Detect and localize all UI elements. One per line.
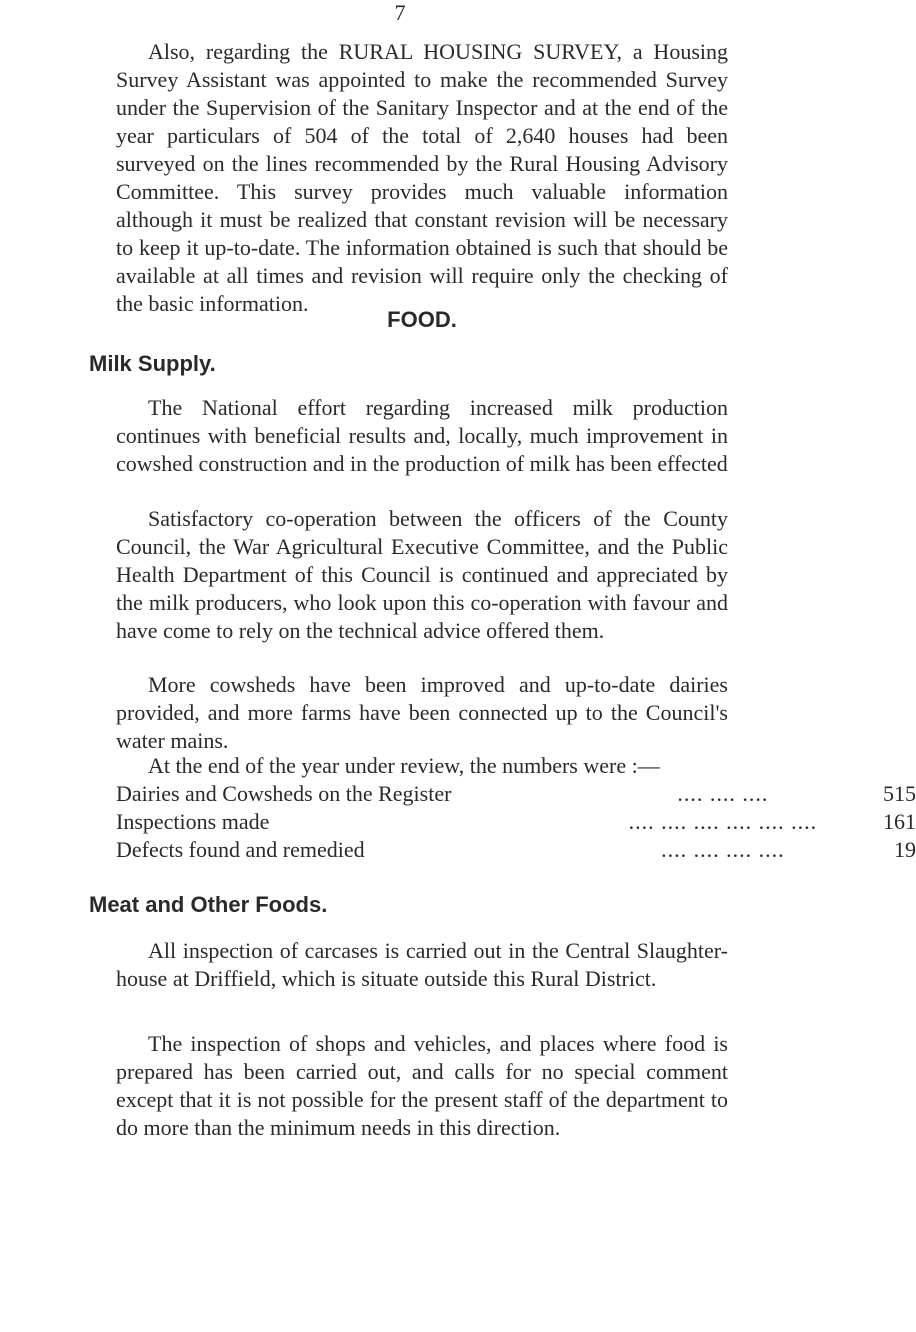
- page-number: 7: [394, 0, 406, 25]
- stats-leader-dots: .... .... .... ....: [661, 837, 785, 862]
- food-premises-paragraph: The inspection of shops and vehicles, and places where food is prepared has been carried out, and calls for no special comment except that it is not possible for the present staff of the department to do more than the minimum needs in this direction.: [116, 1031, 728, 1140]
- stats-row: [116, 808, 916, 836]
- stats-label: Defects found and remedied: [116, 837, 365, 862]
- meat-inspection-paragraph: All inspection of carcases is carried out in the Central Slaughter-house at Driffield, which is situate outside this Rural District.: [116, 938, 728, 991]
- stats-row: [116, 780, 916, 808]
- stats-value: 161: [883, 809, 916, 834]
- milk-numbers-intro: At the end of the year under review, the numbers were :—: [148, 753, 660, 778]
- milk-statistics-table: [116, 780, 916, 864]
- stats-label: Dairies and Cowsheds on the Register: [116, 781, 452, 806]
- stats-leader-dots: .... .... ....: [677, 781, 769, 806]
- milk-cooperation-paragraph: Satisfactory co-operation between the officers of the County Council, the War Agricultural Executive Committee, and the Public Health Department of this Council is continued and appreciated by the milk producers, who look upon this co-operation with favour and have come to rely on the technical advice offered them.: [116, 506, 728, 643]
- milk-national-effort-paragraph: The National effort regarding increased milk production continues with beneficial results and, locally, much improvement in cowshed construction and in the production of milk has been effected: [116, 395, 728, 476]
- stats-leader-dots: .... .... .... .... .... ....: [628, 809, 818, 834]
- stats-value: 515: [883, 781, 916, 806]
- stats-label: Inspections made: [116, 809, 270, 834]
- milk-supply-heading: Milk Supply.: [89, 351, 216, 376]
- stats-row: [116, 836, 916, 864]
- meat-other-foods-heading: Meat and Other Foods.: [89, 892, 328, 917]
- housing-survey-paragraph: Also, regarding the RURAL HOUSING SURVEY, a Housing Survey Assistant was appointed to make the recommended Survey under the Supervision of the Sanitary Inspector and at the end of the year particulars of 504 of the total of 2,640 houses had been surveyed on the lines recommended by the Rural Housing Advisory Committee. This survey provides much valuable information although it must be realized that constant revision will be necessary to keep it up-to-date. The information obtained is such that should be available at all times and revision will require only the checking of the basic information.: [116, 39, 728, 316]
- stats-value: 19: [894, 837, 916, 862]
- food-heading: FOOD.: [387, 307, 457, 332]
- milk-cowsheds-paragraph: More cowsheds have been improved and up-to-date dairies provided, and more farms have been connected up to the Council's water mains.: [116, 672, 728, 753]
